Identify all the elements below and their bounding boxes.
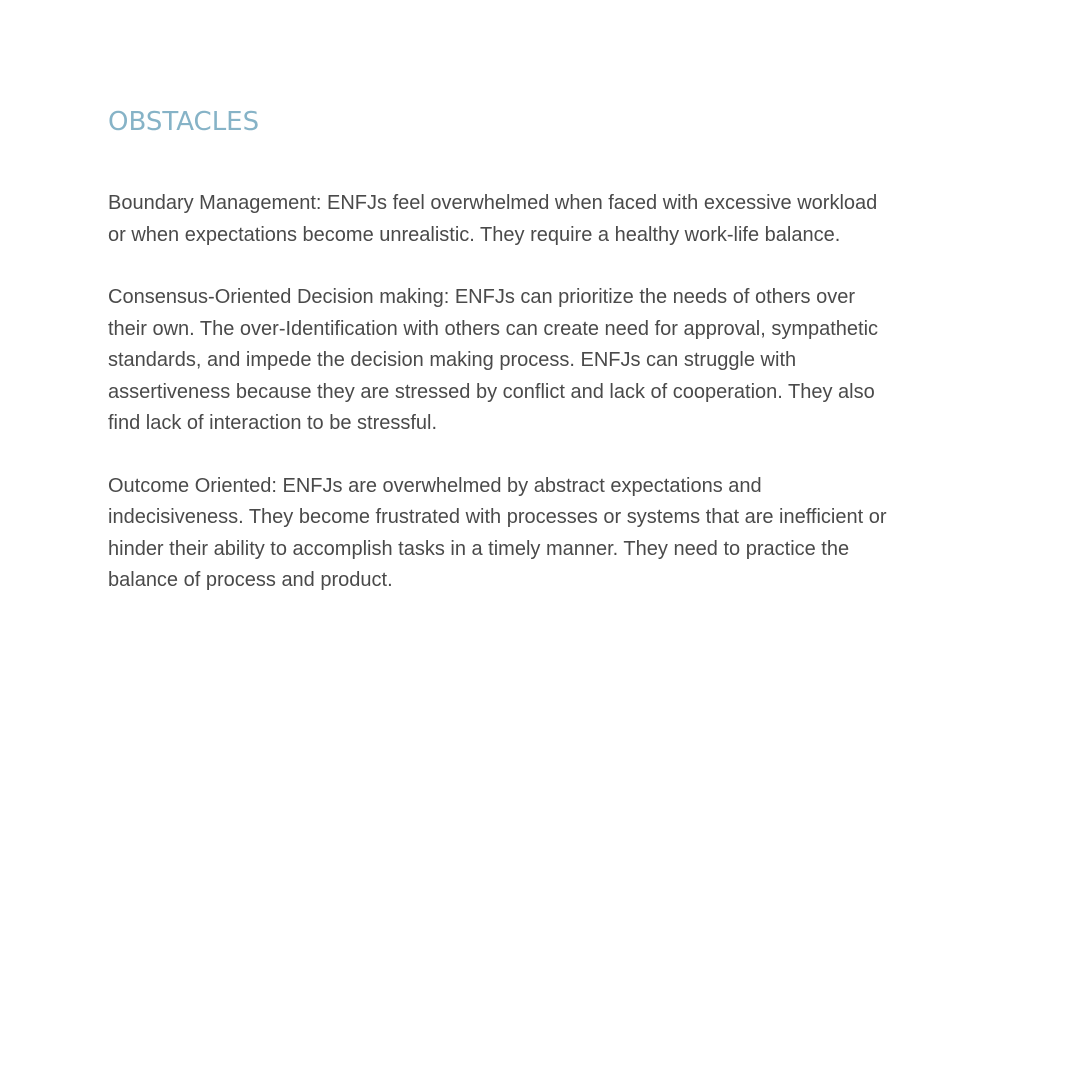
document-page [108,104,898,628]
section-body [108,188,898,597]
paragraph-boundary-management: Boundary Management: ENFJs feel overwhelmed when faced with excessive workload or when expectations become unrealistic. They require a healthy work-life balance. [108,192,878,246]
paragraph-outcome-oriented: Outcome Oriented: ENFJs are overwhelmed by abstract expectations and indecisiveness. They become frustrated with processes or systems that are inefficient or hinder their ability to accomplish tasks in a timely manner. They need to practice the balance of process and product. [108,474,887,591]
paragraph-consensus-oriented-decision-making: Consensus-Oriented Decision making: ENFJs can prioritize the needs of others over their own. The over-Identification with others can create need for approval, sympathetic standards, and impede the decision making process. ENFJs can struggle with assertiveness because they are stressed by conflict and lack of cooperation. They also find lack of interaction to be stressful. [108,286,879,434]
section-heading: OBSTACLES [108,107,260,137]
